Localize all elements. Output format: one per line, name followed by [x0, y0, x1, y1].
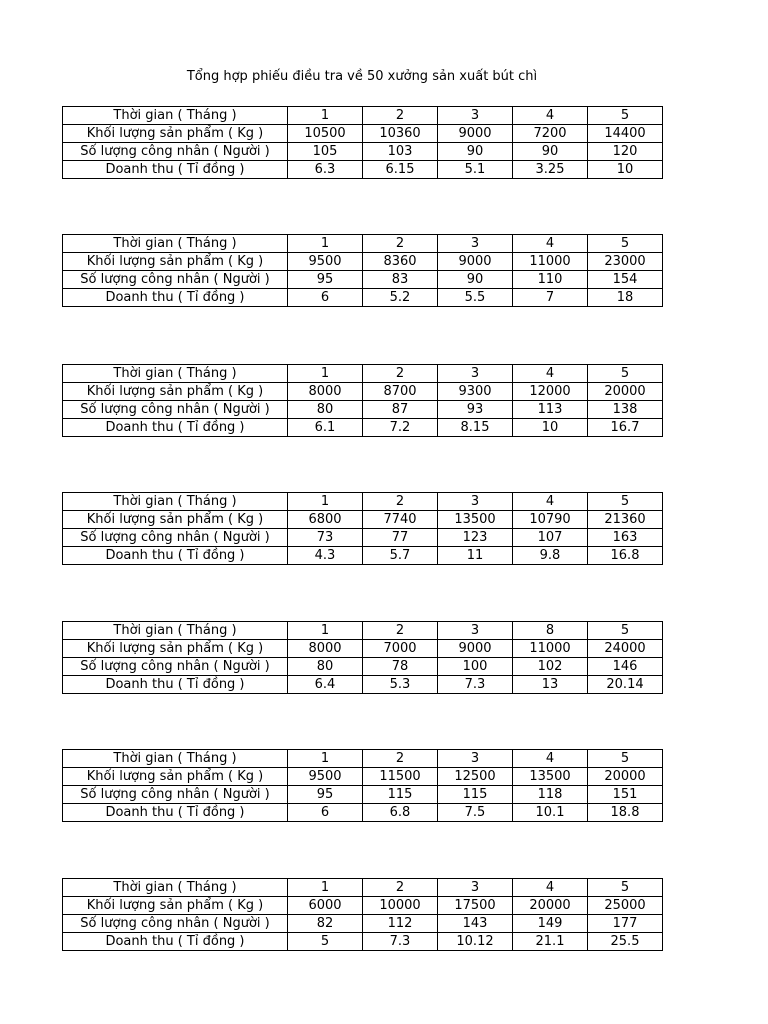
- row-label: Thời gian ( Tháng ): [63, 493, 288, 511]
- row-label: Số lượng công nhân ( Người ): [63, 529, 288, 547]
- table-cell: 10500: [288, 125, 363, 143]
- table-cell: 1: [288, 879, 363, 897]
- table-cell: 100: [438, 658, 513, 676]
- table-row: [63, 289, 663, 307]
- table-cell: 8700: [363, 383, 438, 401]
- table-cell: 16.7: [588, 419, 663, 437]
- table-cell: 143: [438, 915, 513, 933]
- table-cell: 3: [438, 750, 513, 768]
- table-cell: 107: [513, 529, 588, 547]
- table-cell: 5: [588, 493, 663, 511]
- table-cell: 10: [588, 161, 663, 179]
- table-row: [63, 547, 663, 565]
- survey-table: [62, 621, 663, 694]
- table-cell: 115: [363, 786, 438, 804]
- table-row: [63, 365, 663, 383]
- row-label: Khối lượng sản phẩm ( Kg ): [63, 897, 288, 915]
- row-label: Số lượng công nhân ( Người ): [63, 143, 288, 161]
- table-cell: 13500: [513, 768, 588, 786]
- table-cell: 177: [588, 915, 663, 933]
- table-cell: 9000: [438, 640, 513, 658]
- table-row: [63, 419, 663, 437]
- table-cell: 5: [588, 750, 663, 768]
- table-cell: 10: [513, 419, 588, 437]
- row-label: Thời gian ( Tháng ): [63, 750, 288, 768]
- table-cell: 1: [288, 622, 363, 640]
- table-row: [63, 271, 663, 289]
- table-cell: 4: [513, 750, 588, 768]
- table-cell: 6.1: [288, 419, 363, 437]
- table-cell: 5: [288, 933, 363, 951]
- survey-table: [62, 749, 663, 822]
- table-cell: 3: [438, 365, 513, 383]
- table-cell: 7: [513, 289, 588, 307]
- table-cell: 80: [288, 658, 363, 676]
- table-cell: 4: [513, 235, 588, 253]
- table-cell: 5: [588, 365, 663, 383]
- row-label: Số lượng công nhân ( Người ): [63, 915, 288, 933]
- survey-table: [62, 492, 663, 565]
- row-label: Số lượng công nhân ( Người ): [63, 401, 288, 419]
- table-cell: 1: [288, 365, 363, 383]
- table-row: [63, 804, 663, 822]
- table-cell: 25000: [588, 897, 663, 915]
- table-cell: 7200: [513, 125, 588, 143]
- table-cell: 1: [288, 235, 363, 253]
- table-row: [63, 786, 663, 804]
- table-cell: 113: [513, 401, 588, 419]
- table-cell: 7.3: [438, 676, 513, 694]
- table-cell: 123: [438, 529, 513, 547]
- table-cell: 8000: [288, 383, 363, 401]
- table-cell: 18: [588, 289, 663, 307]
- row-label: Khối lượng sản phẩm ( Kg ): [63, 253, 288, 271]
- table-cell: 6.8: [363, 804, 438, 822]
- table-cell: 2: [363, 365, 438, 383]
- table-row: [63, 107, 663, 125]
- table-cell: 20.14: [588, 676, 663, 694]
- table-cell: 23000: [588, 253, 663, 271]
- table-cell: 12000: [513, 383, 588, 401]
- table-cell: 5: [588, 622, 663, 640]
- table-cell: 6000: [288, 897, 363, 915]
- table-cell: 2: [363, 622, 438, 640]
- table-cell: 1: [288, 493, 363, 511]
- table-cell: 5.1: [438, 161, 513, 179]
- table-cell: 146: [588, 658, 663, 676]
- table-cell: 2: [363, 879, 438, 897]
- table-cell: 1: [288, 107, 363, 125]
- table-cell: 87: [363, 401, 438, 419]
- table-cell: 90: [438, 143, 513, 161]
- table-cell: 21360: [588, 511, 663, 529]
- row-label: Thời gian ( Tháng ): [63, 235, 288, 253]
- table-cell: 73: [288, 529, 363, 547]
- table-cell: 5.3: [363, 676, 438, 694]
- table-cell: 10790: [513, 511, 588, 529]
- table-row: [63, 879, 663, 897]
- table-cell: 13: [513, 676, 588, 694]
- table-cell: 8: [513, 622, 588, 640]
- table-cell: 4: [513, 365, 588, 383]
- table-cell: 115: [438, 786, 513, 804]
- row-label: Doanh thu ( Tỉ đồng ): [63, 419, 288, 437]
- table-cell: 9000: [438, 253, 513, 271]
- table-cell: 6.15: [363, 161, 438, 179]
- table-cell: 3: [438, 107, 513, 125]
- table-cell: 118: [513, 786, 588, 804]
- table-cell: 9000: [438, 125, 513, 143]
- table-cell: 2: [363, 235, 438, 253]
- table-cell: 82: [288, 915, 363, 933]
- table-cell: 90: [438, 271, 513, 289]
- table-row: [63, 640, 663, 658]
- table-cell: 112: [363, 915, 438, 933]
- table-cell: 105: [288, 143, 363, 161]
- table-cell: 151: [588, 786, 663, 804]
- survey-table: [62, 106, 663, 179]
- table-cell: 10000: [363, 897, 438, 915]
- table-cell: 7.2: [363, 419, 438, 437]
- table-cell: 9500: [288, 768, 363, 786]
- table-cell: 2: [363, 750, 438, 768]
- table-cell: 14400: [588, 125, 663, 143]
- table-cell: 90: [513, 143, 588, 161]
- table-cell: 20000: [588, 383, 663, 401]
- survey-table: [62, 878, 663, 951]
- table-cell: 149: [513, 915, 588, 933]
- table-row: [63, 676, 663, 694]
- table-row: [63, 897, 663, 915]
- table-cell: 4: [513, 107, 588, 125]
- table-cell: 11000: [513, 640, 588, 658]
- table-row: [63, 235, 663, 253]
- row-label: Thời gian ( Tháng ): [63, 879, 288, 897]
- table-cell: 138: [588, 401, 663, 419]
- table-cell: 3.25: [513, 161, 588, 179]
- table-cell: 8.15: [438, 419, 513, 437]
- table-cell: 6: [288, 289, 363, 307]
- table-row: [63, 529, 663, 547]
- table-row: [63, 750, 663, 768]
- table-cell: 2: [363, 107, 438, 125]
- table-cell: 5: [588, 107, 663, 125]
- table-cell: 10360: [363, 125, 438, 143]
- table-cell: 2: [363, 493, 438, 511]
- table-cell: 8000: [288, 640, 363, 658]
- table-cell: 5: [588, 235, 663, 253]
- table-cell: 110: [513, 271, 588, 289]
- table-cell: 93: [438, 401, 513, 419]
- survey-table: [62, 364, 663, 437]
- table-cell: 3: [438, 879, 513, 897]
- row-label: Doanh thu ( Tỉ đồng ): [63, 804, 288, 822]
- table-cell: 12500: [438, 768, 513, 786]
- table-cell: 5.7: [363, 547, 438, 565]
- table-cell: 9500: [288, 253, 363, 271]
- table-cell: 10.12: [438, 933, 513, 951]
- table-row: [63, 401, 663, 419]
- table-cell: 83: [363, 271, 438, 289]
- table-cell: 5.5: [438, 289, 513, 307]
- table-cell: 24000: [588, 640, 663, 658]
- table-cell: 6.3: [288, 161, 363, 179]
- table-row: [63, 622, 663, 640]
- table-cell: 1: [288, 750, 363, 768]
- table-cell: 7.5: [438, 804, 513, 822]
- row-label: Số lượng công nhân ( Người ): [63, 786, 288, 804]
- row-label: Doanh thu ( Tỉ đồng ): [63, 676, 288, 694]
- table-cell: 16.8: [588, 547, 663, 565]
- table-cell: 7740: [363, 511, 438, 529]
- row-label: Khối lượng sản phẩm ( Kg ): [63, 125, 288, 143]
- table-row: [63, 933, 663, 951]
- row-label: Doanh thu ( Tỉ đồng ): [63, 933, 288, 951]
- row-label: Khối lượng sản phẩm ( Kg ): [63, 383, 288, 401]
- table-cell: 3: [438, 493, 513, 511]
- table-cell: 154: [588, 271, 663, 289]
- row-label: Thời gian ( Tháng ): [63, 622, 288, 640]
- table-cell: 95: [288, 271, 363, 289]
- table-row: [63, 161, 663, 179]
- row-label: Khối lượng sản phẩm ( Kg ): [63, 511, 288, 529]
- table-row: [63, 915, 663, 933]
- table-cell: 3: [438, 235, 513, 253]
- table-cell: 9300: [438, 383, 513, 401]
- table-cell: 20000: [588, 768, 663, 786]
- table-cell: 77: [363, 529, 438, 547]
- table-row: [63, 125, 663, 143]
- table-cell: 17500: [438, 897, 513, 915]
- table-cell: 9.8: [513, 547, 588, 565]
- survey-table: [62, 234, 663, 307]
- table-cell: 103: [363, 143, 438, 161]
- table-row: [63, 383, 663, 401]
- table-row: [63, 143, 663, 161]
- table-cell: 95: [288, 786, 363, 804]
- table-cell: 5.2: [363, 289, 438, 307]
- table-row: [63, 658, 663, 676]
- row-label: Doanh thu ( Tỉ đồng ): [63, 547, 288, 565]
- row-label: Thời gian ( Tháng ): [63, 107, 288, 125]
- table-row: [63, 768, 663, 786]
- table-cell: 78: [363, 658, 438, 676]
- table-cell: 25.5: [588, 933, 663, 951]
- table-cell: 3: [438, 622, 513, 640]
- table-cell: 13500: [438, 511, 513, 529]
- table-cell: 10.1: [513, 804, 588, 822]
- table-cell: 20000: [513, 897, 588, 915]
- table-cell: 6800: [288, 511, 363, 529]
- table-cell: 7000: [363, 640, 438, 658]
- table-cell: 6: [288, 804, 363, 822]
- table-cell: 102: [513, 658, 588, 676]
- row-label: Khối lượng sản phẩm ( Kg ): [63, 768, 288, 786]
- document-title: Tổng hợp phiếu điều tra về 50 xưởng sản xuất bút chì: [186, 69, 538, 84]
- table-cell: 21.1: [513, 933, 588, 951]
- table-cell: 11500: [363, 768, 438, 786]
- table-cell: 7.3: [363, 933, 438, 951]
- row-label: Thời gian ( Tháng ): [63, 365, 288, 383]
- table-cell: 11000: [513, 253, 588, 271]
- table-cell: 4: [513, 879, 588, 897]
- table-cell: 4.3: [288, 547, 363, 565]
- table-cell: 4: [513, 493, 588, 511]
- table-row: [63, 511, 663, 529]
- table-cell: 80: [288, 401, 363, 419]
- table-cell: 163: [588, 529, 663, 547]
- row-label: Khối lượng sản phẩm ( Kg ): [63, 640, 288, 658]
- row-label: Doanh thu ( Tỉ đồng ): [63, 161, 288, 179]
- row-label: Số lượng công nhân ( Người ): [63, 658, 288, 676]
- table-row: [63, 493, 663, 511]
- table-row: [63, 253, 663, 271]
- row-label: Doanh thu ( Tỉ đồng ): [63, 289, 288, 307]
- table-cell: 120: [588, 143, 663, 161]
- table-cell: 11: [438, 547, 513, 565]
- table-cell: 5: [588, 879, 663, 897]
- table-cell: 18.8: [588, 804, 663, 822]
- row-label: Số lượng công nhân ( Người ): [63, 271, 288, 289]
- table-cell: 6.4: [288, 676, 363, 694]
- table-cell: 8360: [363, 253, 438, 271]
